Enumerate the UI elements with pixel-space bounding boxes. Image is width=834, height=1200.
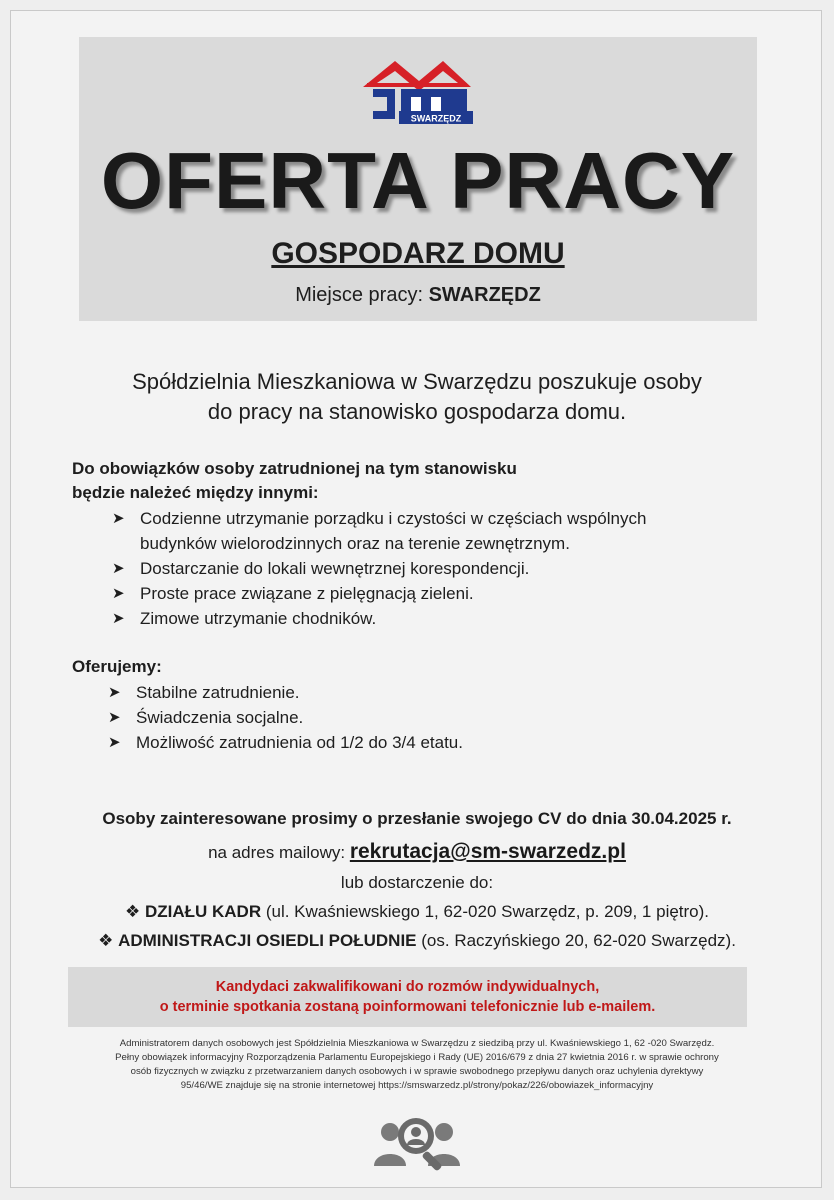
arrowhead-bullet-icon: ➤: [108, 684, 121, 701]
sm-swarzedz-logo: [359, 53, 475, 125]
gdpr-line: 95/46/WE znajduje się na stronie internetowej https://smswarzedz.pl/strony/pokaz/226/obowiazek_informacyjny: [180, 1080, 654, 1091]
arrowhead-bullet-icon: ➤: [112, 510, 125, 527]
arrowhead-bullet-icon: ➤: [112, 585, 125, 602]
job-title: GOSPODARZ DOMU: [271, 237, 565, 270]
job-location: [79, 284, 757, 307]
gdpr-line: osób fizycznych w związku z przetwarzaniem danych osobowych i w sprawie swobodnego przepływu danych oraz uchylenia dyrektywy: [130, 1066, 704, 1077]
list-item-text: budynków wielorodzinnych oraz na terenie zewnętrznym.: [140, 534, 570, 553]
list-item: [112, 581, 646, 606]
intro-text: [60, 367, 774, 427]
notice-line: Kandydaci zakwalifikowani do rozmów indywidualnych,: [215, 979, 600, 995]
email-label: na adres mailowy:: [208, 843, 346, 862]
gdpr-notice: [70, 1037, 764, 1093]
four-diamond-bullet-icon: ❖: [98, 931, 114, 950]
address-detail: (ul. Kwaśniewskiego 1, 62-020 Swarzędz, p. 209, 1 piętro).: [265, 902, 710, 921]
list-item-text: Stabilne zatrudnienie.: [136, 683, 300, 702]
offer-heading: Oferujemy:: [72, 657, 162, 676]
email-line: [0, 840, 834, 864]
offer-list: [108, 680, 463, 755]
intro-line: Spółdzielnia Mieszkaniowa w Swarzędzu poszukuje osoby: [132, 369, 702, 394]
address-hr: [0, 902, 834, 922]
gdpr-line: Pełny obowiązek informacyjny Rozporządzenia Parlamentu Europejskiego i Rady (UE) 2016/679 z dnia 27 kwietnia 2016 r. w sprawie ochrony: [115, 1052, 719, 1063]
notice-line: o terminie spotkania zostaną poinformowani telefonicznie lub e-mailem.: [159, 999, 656, 1015]
address-administration: [0, 931, 834, 951]
list-item: [112, 506, 646, 531]
list-item-text: Dostarczanie do lokali wewnętrznej korespondencji.: [140, 559, 530, 578]
list-item-text: Codzienne utrzymanie porządku i czystości w częściach wspólnych: [140, 509, 647, 528]
list-item-text: Świadczenia socjalne.: [136, 708, 304, 727]
address-dept: ADMINISTRACJI OSIEDLI POŁUDNIE: [118, 931, 417, 950]
list-item: [112, 556, 646, 581]
header-panel: [79, 37, 757, 321]
arrowhead-bullet-icon: ➤: [112, 560, 125, 577]
four-diamond-bullet-icon: ❖: [124, 902, 141, 921]
arrowhead-bullet-icon: ➤: [108, 709, 121, 726]
email-link[interactable]: rekrutacja@sm-swarzedz.pl: [349, 840, 626, 863]
interview-notice: [68, 967, 747, 1027]
page-title: OFERTA PRACY: [100, 136, 736, 225]
location-label: Miejsce pracy:: [295, 284, 424, 306]
delivery-label: lub dostarczenie do:: [340, 873, 494, 892]
list-item-text: Możliwość zatrudnienia od 1/2 do 3/4 etatu.: [136, 733, 463, 752]
list-item-text: Proste prace związane z pielęgnacją zieleni.: [140, 584, 474, 603]
intro-line: do pracy na stanowisko gospodarza domu.: [207, 399, 627, 424]
duties-heading-line: będzie należeć między innymi:: [72, 483, 319, 502]
duties-heading-line: Do obowiązków osoby zatrudnionej na tym stanowisku: [72, 459, 517, 478]
duties-list: [112, 506, 646, 631]
location-value: SWARZĘDZ: [428, 284, 541, 306]
list-item: [108, 730, 463, 755]
address-detail: (os. Raczyńskiego 20, 62-020 Swarzędz).: [421, 931, 736, 950]
application-deadline: Osoby zainteresowane prosimy o przesłanie swojego CV do dnia 30.04.2025 r.: [102, 809, 732, 828]
address-dept: DZIAŁU KADR: [144, 902, 262, 921]
list-item: [112, 531, 646, 556]
gdpr-line: Administratorem danych osobowych jest Spółdzielnia Mieszkaniowa w Swarzędzu z siedzibą przy ul. Kwaśniewskiego 1, 62 -020 Swarzędz.: [119, 1038, 715, 1049]
list-item: [108, 705, 463, 730]
duties-heading: [72, 457, 517, 505]
arrowhead-bullet-icon: ➤: [112, 610, 125, 627]
people-search-icon: [370, 1108, 464, 1176]
list-item: [112, 606, 646, 631]
list-item: [108, 680, 463, 705]
logo-text: SWARZĘDZ: [410, 113, 462, 124]
arrowhead-bullet-icon: ➤: [108, 734, 121, 751]
list-item-text: Zimowe utrzymanie chodników.: [140, 609, 377, 628]
